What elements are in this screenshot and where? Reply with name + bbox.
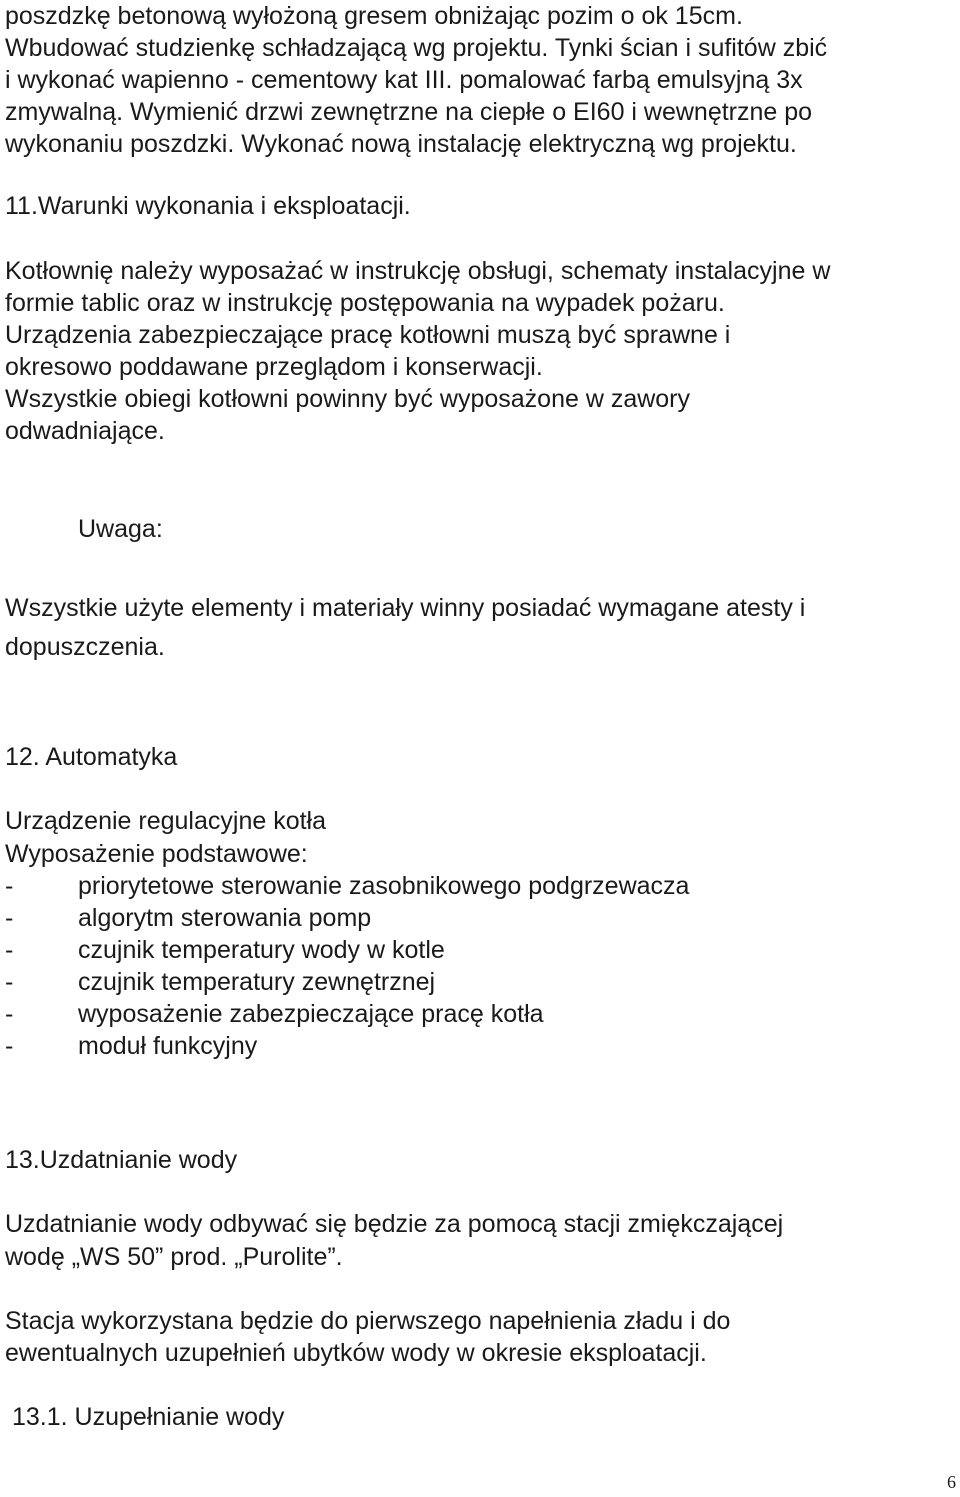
list-item-text: czujnik temperatury zewnętrznej: [78, 968, 436, 996]
subheading: Urządzenie regulacyjne kotła: [5, 807, 327, 835]
note-line: Wszystkie użyte elementy i materiały winny posiadać wymagane atesty i: [5, 594, 806, 622]
equipment-label: Wyposażenie podstawowe:: [5, 840, 308, 868]
bullet-marker: -: [5, 1032, 14, 1060]
list-item-text: algorytm sterowania pomp: [78, 904, 372, 932]
list-item: [0, 934, 960, 966]
paragraph-line: Kotłownię należy wyposażać w instrukcję obsługi, schematy instalacyjne w: [5, 257, 831, 285]
list-item-text: priorytetowe sterowanie zasobnikowego podgrzewacza: [78, 872, 690, 900]
list-item: [0, 998, 960, 1030]
note-line: dopuszczenia.: [5, 633, 165, 661]
paragraph-line: Wszystkie obiegi kotłowni powinny być wyposażone w zawory: [5, 385, 691, 413]
subsection-heading: 13.1. Uzupełnianie wody: [12, 1403, 285, 1431]
bullet-marker: -: [5, 872, 14, 900]
section-heading: 13.Uzdatnianie wody: [5, 1146, 238, 1174]
list-item: [0, 1030, 960, 1062]
section-heading: 12. Automatyka: [5, 743, 178, 771]
bullet-marker: -: [5, 904, 14, 932]
bullet-marker: -: [5, 968, 14, 996]
paragraph-line: Stacja wykorzystana będzie do pierwszego napełnienia zładu i do: [5, 1307, 731, 1335]
section-heading: 11.Warunki wykonania i eksploatacji.: [5, 192, 411, 220]
paragraph-line: odwadniające.: [5, 417, 165, 445]
paragraph-line: Wbudować studzienkę schładzającą wg projektu. Tynki ścian i sufitów zbić: [5, 34, 828, 62]
list-item-text: czujnik temperatury wody w kotle: [78, 936, 445, 964]
list-item: [0, 902, 960, 934]
paragraph-line: Urządzenia zabezpieczające pracę kotłowni muszą być sprawne i: [5, 321, 731, 349]
paragraph-line: Uzdatnianie wody odbywać się będzie za pomocą stacji zmiękczającej: [5, 1210, 784, 1238]
paragraph-line: formie tablic oraz w instrukcję postępowania na wypadek pożaru.: [5, 289, 725, 317]
paragraph-line: zmywalną. Wymienić drzwi zewnętrzne na ciepłe o EI60 i wewnętrzne po: [5, 98, 813, 126]
list-item: [0, 870, 960, 902]
paragraph-line: poszdzkę betonową wyłożoną gresem obniżając pozim o ok 15cm.: [5, 2, 743, 30]
page-number: 6: [947, 1472, 956, 1492]
bullet-marker: -: [5, 936, 14, 964]
bullet-marker: -: [5, 1000, 14, 1028]
paragraph-line: i wykonać wapienno - cementowy kat III. pomalować farbą emulsyjną 3x: [5, 66, 803, 94]
list-item-text: wyposażenie zabezpieczające pracę kotła: [78, 1000, 544, 1028]
paragraph-line: wykonaniu poszdzki. Wykonać nową instalację elektryczną wg projektu.: [5, 130, 797, 158]
list-item-text: moduł funkcyjny: [78, 1032, 258, 1060]
paragraph-line: okresowo poddawane przeglądom i konserwacji.: [5, 353, 543, 381]
note-label: Uwaga:: [78, 515, 163, 543]
paragraph-line: wodę „WS 50” prod. „Purolite”.: [5, 1243, 343, 1271]
list-item: [0, 966, 960, 998]
paragraph-line: ewentualnych uzupełnień ubytków wody w okresie eksploatacji.: [5, 1339, 707, 1367]
